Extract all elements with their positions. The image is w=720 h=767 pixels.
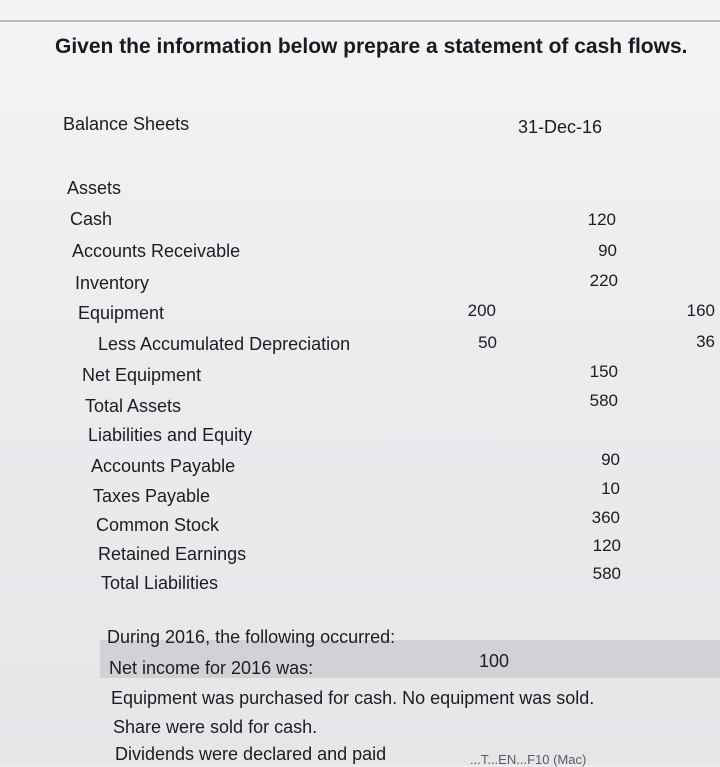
table-title: Balance Sheets — [63, 114, 190, 134]
cutoff-key-text: ...T...EN...F10 (Mac) — [470, 752, 587, 767]
row-gross-accumulated-depreciation: 50 — [478, 333, 497, 352]
row-label-taxes-payable: Taxes Payable — [93, 486, 211, 506]
row-value-accounts-payable: 90 — [601, 450, 620, 469]
row-value-taxes-payable: 10 — [601, 479, 620, 498]
row-value-accounts-receivable: 90 — [598, 241, 617, 260]
notes-intro: During 2016, the following occurred: — [107, 627, 396, 647]
row-value-cash: 120 — [587, 210, 616, 229]
notes-shares-line: Share were sold for cash. — [113, 717, 318, 737]
notes-dividends-line: Dividends were declared and paid — [115, 744, 387, 764]
top-divider — [0, 20, 720, 22]
net-income-value: 100 — [479, 651, 510, 671]
row-value-net-equipment: 150 — [589, 362, 618, 381]
row-label-accounts-receivable: Accounts Receivable — [72, 241, 241, 261]
page-title: Given the information below prepare a statement of cash flows. — [55, 35, 688, 58]
liabilities-heading: Liabilities and Equity — [88, 425, 253, 445]
row-value-total-assets: 580 — [589, 391, 618, 410]
assets-heading: Assets — [67, 178, 122, 198]
row-value-retained-earnings: 120 — [592, 536, 621, 555]
row-label-net-equipment: Net Equipment — [82, 365, 202, 385]
row-label-inventory: Inventory — [75, 273, 150, 293]
row-gross-equipment: 200 — [467, 301, 496, 320]
notes-equipment-line: Equipment was purchased for cash. No equipment was sold. — [111, 688, 595, 708]
row-value-inventory: 220 — [589, 271, 618, 290]
date-column-header: 31-Dec-16 — [518, 117, 603, 137]
row-label-accounts-payable: Accounts Payable — [91, 456, 236, 476]
row-label-cash: Cash — [70, 209, 113, 229]
row-prior-equipment: 160 — [686, 301, 715, 320]
row-value-total-liabilities: 580 — [592, 564, 621, 583]
row-label-total-assets: Total Assets — [85, 396, 182, 416]
row-label-common-stock: Common Stock — [96, 515, 220, 535]
net-income-label: Net income for 2016 was: — [109, 658, 314, 678]
row-label-retained-earnings: Retained Earnings — [98, 544, 247, 564]
row-prior-accumulated-depreciation: 36 — [696, 332, 715, 351]
row-label-total-liabilities: Total Liabilities — [101, 573, 219, 593]
row-label-equipment: Equipment — [78, 303, 165, 323]
row-label-accumulated-depreciation: Less Accumulated Depreciation — [98, 334, 351, 354]
row-value-common-stock: 360 — [591, 508, 620, 527]
